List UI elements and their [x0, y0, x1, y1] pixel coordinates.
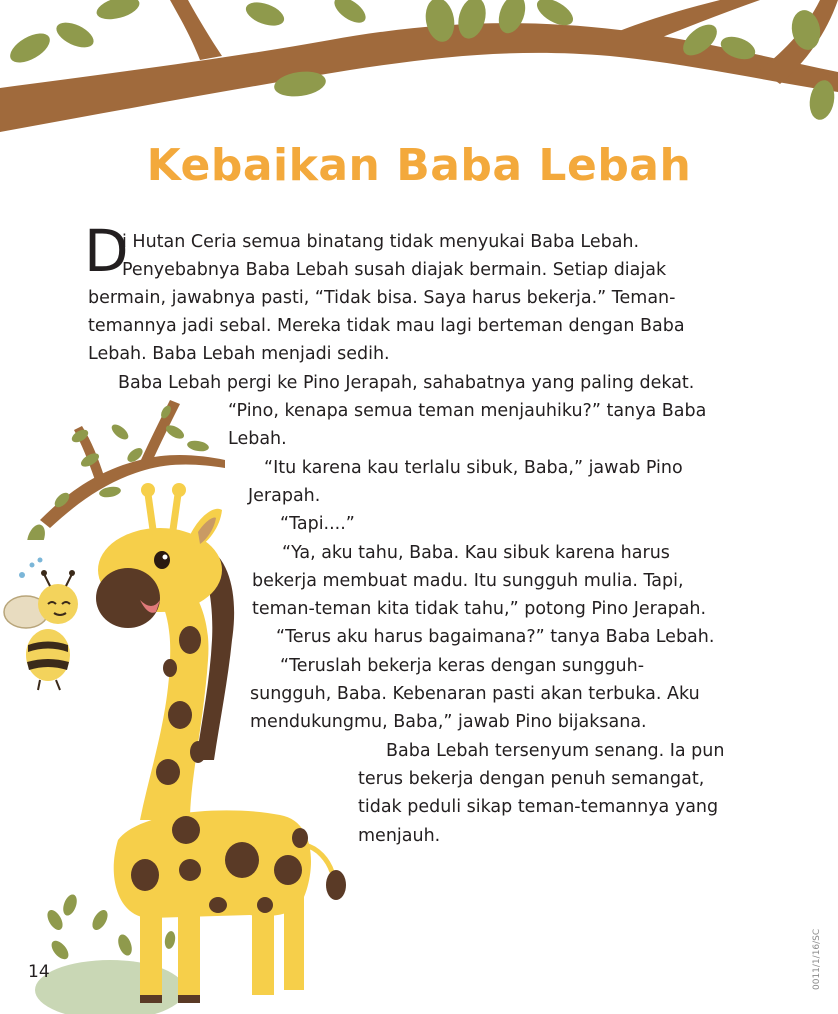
story-line: mendukungmu, Baba,” jawab Pino bijaksana.	[250, 712, 647, 732]
story-line: temannya jadi sebal. Mereka tidak mau lagi berteman dengan Baba	[88, 316, 685, 336]
page-number: 14	[28, 962, 50, 982]
story-line: menjauh.	[358, 826, 441, 846]
story-line: Lebah. Baba Lebah menjadi sedih.	[88, 344, 390, 364]
story-line: sungguh, Baba. Kebenaran pasti akan terbuka. Aku	[250, 684, 700, 704]
story-line: Penyebabnya Baba Lebah susah diajak bermain. Setiap diajak	[122, 260, 667, 280]
story-line: “Itu karena kau terlalu sibuk, Baba,” jawab Pino	[264, 458, 683, 478]
page-code: 0011/1/16/SC	[812, 928, 822, 990]
story-line: “Teruslah bekerja keras dengan sungguh-	[280, 656, 645, 676]
story-line: i Hutan Ceria semua binatang tidak menyukai Baba Lebah.	[122, 232, 640, 252]
story-line: “Terus aku harus bagaimana?” tanya Baba Lebah.	[276, 627, 715, 647]
spot	[179, 626, 201, 654]
story-title: Kebaikan Baba Lebah	[146, 140, 692, 191]
spot	[292, 828, 308, 848]
spot	[274, 855, 302, 885]
story-line: bermain, jawabnya pasti, “Tidak bisa. Saya harus bekerja.” Teman-	[88, 288, 676, 308]
spot	[168, 701, 192, 729]
giraffe-snout	[96, 568, 160, 628]
story-line: “Ya, aku tahu, Baba. Kau sibuk karena harus	[282, 543, 670, 563]
spot	[131, 859, 159, 891]
spot	[163, 659, 177, 677]
spot	[225, 842, 259, 878]
story-line: Baba Lebah tersenyum senang. Ia pun	[386, 741, 725, 761]
giraffe-eye	[154, 551, 170, 569]
story-line: tidak peduli sikap teman-temannya yang	[358, 797, 719, 817]
story-line: Jerapah.	[248, 486, 321, 506]
spot	[172, 816, 200, 844]
spot	[257, 897, 273, 913]
spot	[190, 741, 206, 763]
story-line: Lebah.	[228, 429, 287, 449]
story-line: teman-teman kita tidak tahu,” potong Pino Jerapah.	[252, 599, 707, 619]
drop-cap: D	[84, 217, 129, 285]
story-line: bekerja membuat madu. Itu sungguh mulia. Tapi,	[252, 571, 684, 591]
story-line: terus bekerja dengan penuh semangat,	[358, 769, 705, 789]
spot	[209, 897, 227, 913]
spot	[156, 759, 180, 785]
story-line: “Tapi....”	[280, 514, 355, 534]
spot	[179, 859, 201, 881]
story-line: Baba Lebah pergi ke Pino Jerapah, sahabatnya yang paling dekat.	[118, 373, 695, 393]
story-line: “Pino, kenapa semua teman menjauhiku?” tanya Baba	[228, 401, 707, 421]
